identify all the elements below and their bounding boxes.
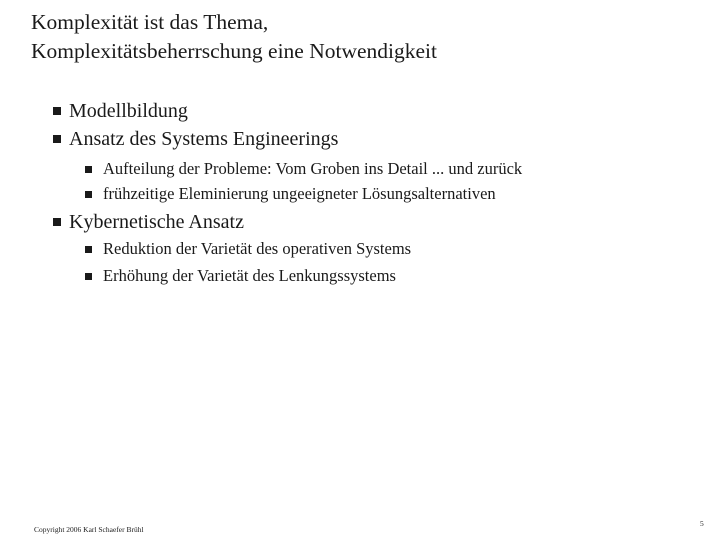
page-number: 5 [700,519,704,528]
square-bullet-icon [85,191,92,198]
square-bullet-icon [53,218,61,226]
sub-bullet-text: Reduktion der Varietät des operativen Systems [103,239,412,258]
bullet-text: Ansatz des Systems Engineerings [69,128,339,150]
square-bullet-icon [85,273,92,280]
sub-bullet-item-reduktion [103,238,411,260]
sub-bullet-item-aufteilung [103,158,522,180]
sub-bullet-text: frühzeitige Eleminierung ungeeigneter Lösungsalternativen [103,184,496,203]
bullet-item-kybernetische-ansatz [69,209,244,235]
square-bullet-icon [53,135,61,143]
slide-title-line-2: Komplexitätsbeherrschung eine Notwendigkeit [31,39,438,63]
bullet-item-modellbildung [69,98,188,124]
sub-bullet-item-eleminierung [103,183,496,205]
bullet-text: Kybernetische Ansatz [69,211,244,233]
sub-bullet-text: Aufteilung der Probleme: Vom Groben ins Detail ... und zurück [103,159,523,178]
sub-bullet-text: Erhöhung der Varietät des Lenkungssystems [103,266,396,285]
bullet-text: Modellbildung [69,100,188,122]
square-bullet-icon [53,107,61,115]
square-bullet-icon [85,246,92,253]
square-bullet-icon [85,166,92,173]
sub-bullet-item-erhoehung [103,265,396,287]
slide-title-line-1: Komplexität ist das Thema, [31,10,269,34]
footer-copyright: Copyright 2006 Karl Schaefer Brühl [34,525,144,534]
bullet-item-systems-engineering [69,126,338,152]
